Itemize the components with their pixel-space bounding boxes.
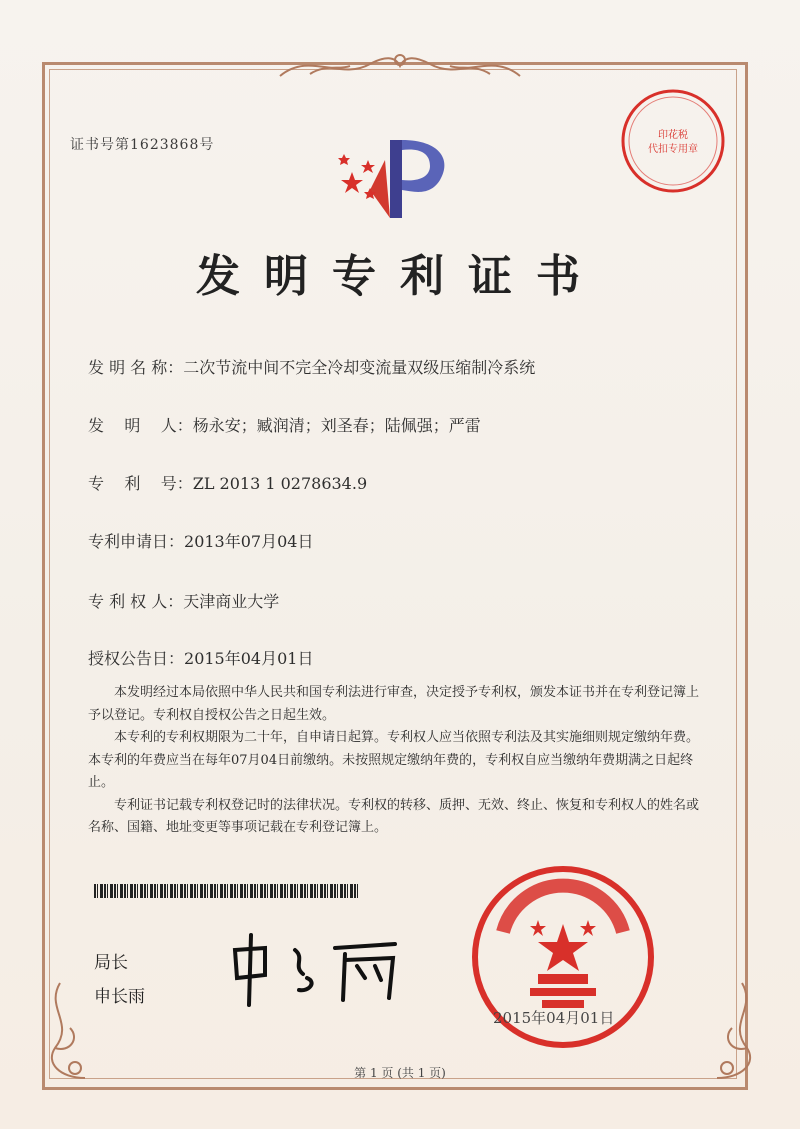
svg-text:印花税: 印花税: [658, 130, 688, 141]
grant-date-row: [88, 646, 313, 669]
grant-date-label: 授权公告日：: [88, 649, 185, 668]
filing-date-value: 2013年07月04日: [184, 532, 314, 551]
director-signature: [225, 930, 425, 1010]
filing-date-row: [88, 529, 313, 552]
patent-number-value: ZL 2013 1 0278634.9: [192, 474, 368, 493]
patent-number-label: 专 利 号：: [88, 474, 193, 493]
page-title: 发明专利证书: [196, 251, 604, 302]
patentee-value: 天津商业大学: [183, 592, 280, 611]
filing-date-label: 专利申请日：: [88, 532, 185, 551]
patent-office-logo: [330, 130, 460, 225]
inventors-row: [88, 413, 481, 436]
seal-date: 2015年04月01日: [493, 1009, 615, 1027]
certificate-body: [88, 682, 703, 840]
body-paragraph-1: 本发明经过本局依照中华人民共和国专利法进行审查，决定授予专利权，颁发本证书并在专利登记簿上予以登记。专利权自授权公告之日起生效。: [88, 685, 700, 723]
certificate-number: 证书号第1623868号: [70, 137, 215, 153]
invention-name-value: 二次节流中间不完全冷却变流量双级压缩制冷系统: [183, 358, 536, 377]
inventors-value: 杨永安；臧润清；刘圣春；陆佩强；严雷: [192, 416, 481, 435]
director-title: 局长: [94, 953, 128, 973]
tax-seal-stamp: [618, 86, 728, 196]
patent-number-row: [88, 471, 367, 494]
barcode: [94, 884, 360, 898]
director-name: 申长雨: [94, 987, 145, 1007]
grant-date-value: 2015年04月01日: [184, 649, 314, 668]
patentee-label: 专 利 权 人：: [88, 592, 184, 611]
body-paragraph-2: 本专利的专利权期限为二十年，自申请日起算。专利权人应当依照专利法及其实施细则规定缴纳年费。本专利的年费应当在每年07月04日前缴纳。未按照规定缴纳年费的，专利权自应当缴纳年费期满之日起终止。: [88, 730, 700, 790]
invention-name-row: [88, 355, 535, 378]
invention-name-label: 发 明 名 称：: [88, 358, 184, 377]
body-paragraph-3: 专利证书记载专利权登记时的法律状况。专利权的转移、质押、无效、终止、恢复和专利权人的姓名或名称、国籍、地址变更等事项记载在专利登记簿上。: [88, 797, 700, 835]
page-counter: 第 1 页 (共 1 页): [354, 1066, 446, 1080]
inventors-label: 发 明 人：: [88, 416, 193, 435]
svg-text:代扣专用章: 代扣专用章: [648, 144, 698, 155]
top-ornament: [270, 46, 530, 86]
patentee-row: [88, 589, 279, 612]
